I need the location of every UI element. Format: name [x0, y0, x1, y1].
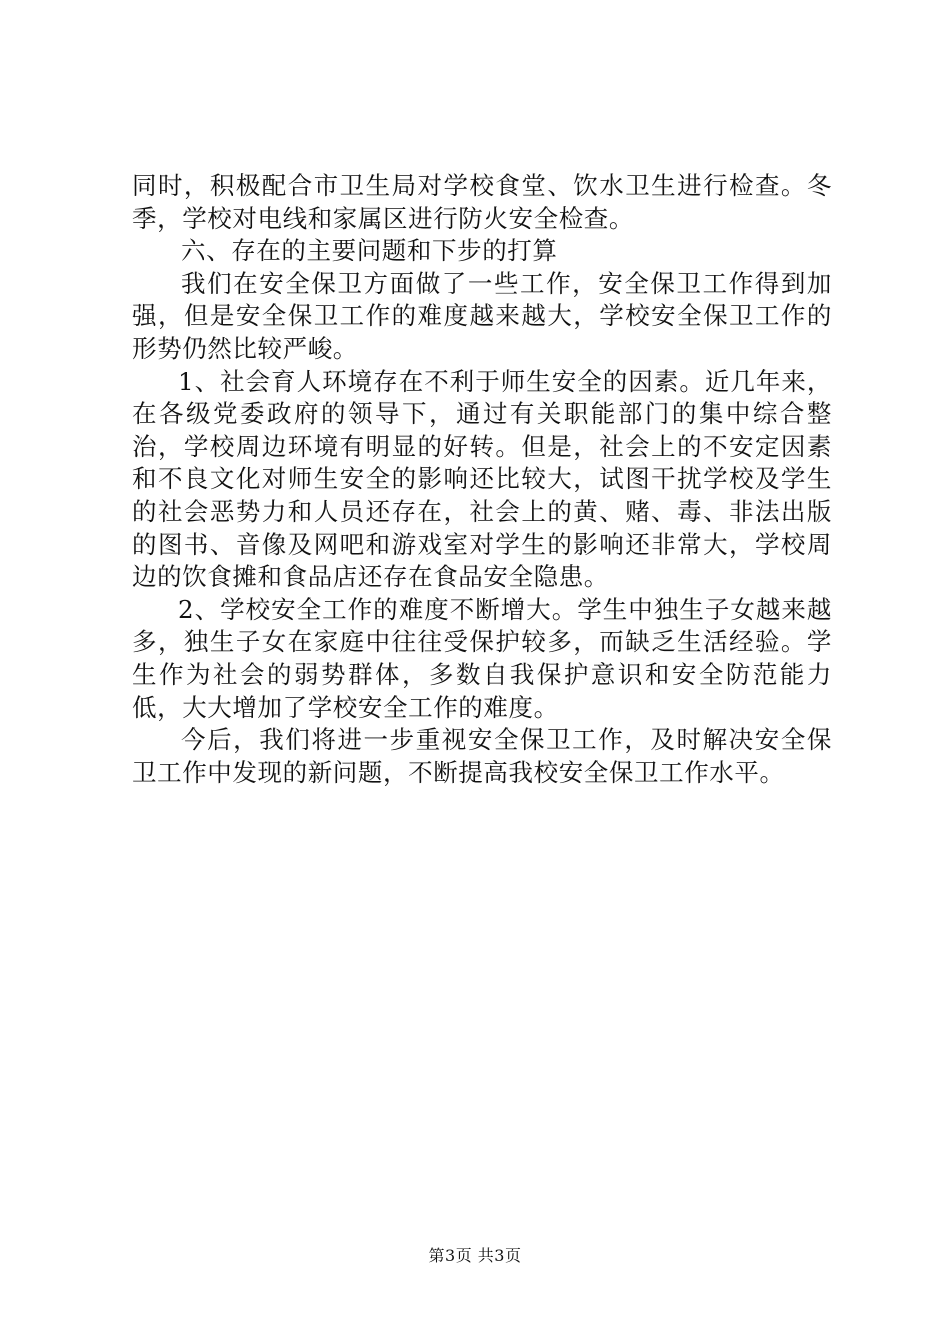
paragraph-item-1: 1、社会育人环境存在不利于师生安全的因素。近几年来，在各级党委政府的领导下，通过有关职能部门的集中综合整治，学校周边环境有明显的好转。但是，社会上的不安定因素和不良文化对师生安全的影响还比较大，试图干扰学校及学生的社会恶势力和人员还存在，社会上的黄、赌、毒、非法出版的图书、音像及网吧和游戏室对学生的影响还非常大，学校周边的饮食摊和食品店还存在食品安全隐患。: [132, 366, 832, 592]
paragraph-summary: 我们在安全保卫方面做了一些工作，安全保卫工作得到加强，但是安全保卫工作的难度越来越大，学校安全保卫工作的形势仍然比较严峻。: [132, 268, 832, 363]
page-footer: 第3页 共3页: [428, 1246, 522, 1265]
document-body: [132, 170, 832, 789]
paragraph-conclusion: 今后，我们将进一步重视安全保卫工作，及时解决安全保卫工作中发现的新问题，不断提高我校安全保卫工作水平。: [132, 725, 832, 787]
paragraph-item-2: 2、学校安全工作的难度不断增大。学生中独生子女越来越多，独生子女在家庭中往往受保护较多，而缺乏生活经验。学生作为社会的弱势群体，多数自我保护意识和安全防范能力低，大大增加了学校安全工作的难度。: [132, 594, 832, 722]
paragraph-continuation: 同时，积极配合市卫生局对学校食堂、饮水卫生进行检查。冬季，学校对电线和家属区进行防火安全检查。: [132, 171, 832, 233]
section-heading: 六、存在的主要问题和下步的打算: [181, 236, 558, 266]
